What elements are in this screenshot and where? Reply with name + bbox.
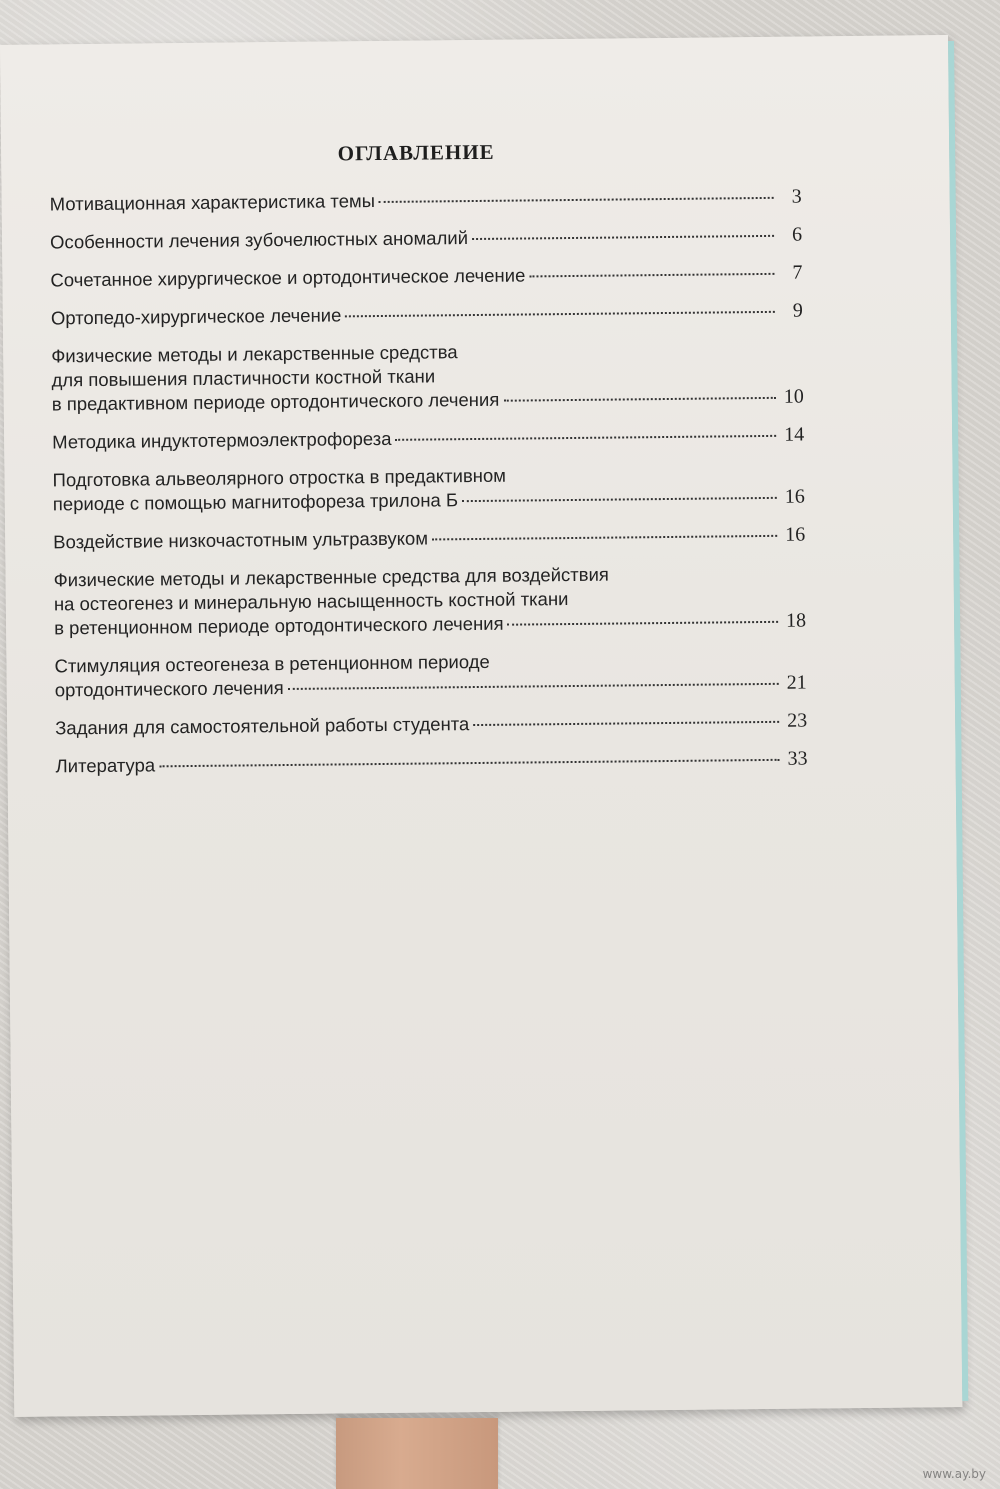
toc-page-number: 14 bbox=[784, 423, 805, 446]
toc-entry-line: периоде с помощью магнитофореза трилона Б bbox=[52, 489, 459, 515]
toc-entry-title: Особенности лечения зубочелюстных аномалий bbox=[49, 227, 469, 253]
toc-entry-line: Физические методы и лекарственные средства bbox=[51, 341, 458, 367]
dot-leader bbox=[462, 497, 777, 502]
toc-entry-title: Ортопедо-хирургическое лечение bbox=[50, 304, 342, 329]
toc-entry-line: в предактивном периоде ортодонтического лечения bbox=[51, 388, 500, 415]
watermark: www.ay.by bbox=[922, 1467, 986, 1481]
table-of-contents bbox=[50, 185, 808, 793]
toc-entry bbox=[53, 523, 805, 555]
dot-leader bbox=[508, 621, 779, 626]
dot-leader bbox=[288, 683, 779, 690]
toc-entry-line: в ретенционном периоде ортодонтического лечения bbox=[54, 612, 504, 639]
toc-entry-title: Мотивационная характеристика темы bbox=[49, 190, 376, 215]
dot-leader bbox=[159, 759, 779, 767]
toc-entry-line: на остеогенез и минеральную насыщенность костной ткани bbox=[53, 588, 569, 615]
toc-entry-line: Физические методы и лекарственные средства для воздействия bbox=[53, 563, 609, 591]
dot-leader bbox=[473, 721, 779, 726]
dot-leader bbox=[379, 197, 774, 203]
toc-page-number: 16 bbox=[785, 523, 806, 546]
toc-page-number: 18 bbox=[785, 609, 807, 632]
toc-page-number: 23 bbox=[787, 709, 808, 732]
toc-page-number: 7 bbox=[792, 261, 803, 284]
toc-page-number: 16 bbox=[784, 485, 805, 508]
dot-leader bbox=[472, 235, 774, 240]
toc-entry-title: Сочетанное хирургическое и ортодонтическое лечение bbox=[50, 264, 526, 291]
toc-page-number: 9 bbox=[792, 299, 803, 322]
toc-entry-title: Литература bbox=[55, 754, 156, 777]
toc-page-number: 21 bbox=[786, 671, 807, 694]
dot-leader bbox=[503, 397, 775, 402]
toc-page-number: 10 bbox=[783, 385, 804, 408]
dot-leader bbox=[345, 311, 775, 317]
toc-entry-title: Воздействие низкочастотным ультразвуком bbox=[53, 527, 429, 553]
toc-entry bbox=[50, 261, 802, 293]
toc-entry bbox=[54, 561, 807, 641]
toc-entry bbox=[50, 185, 802, 217]
document-page bbox=[0, 35, 962, 1417]
toc-entry bbox=[55, 747, 807, 779]
toc-entry bbox=[51, 299, 803, 331]
toc-entry-line: для повышения пластичности костной ткани bbox=[51, 365, 436, 391]
toc-entry-title: Задания для самостоятельной работы студента bbox=[55, 713, 470, 739]
page-title: ОГЛАВЛЕНИЕ bbox=[337, 139, 495, 166]
dot-leader bbox=[396, 435, 777, 441]
toc-entry-line: Стимуляция остеогенеза в ретенционном периоде bbox=[54, 650, 490, 677]
toc-entry bbox=[52, 461, 804, 517]
toc-entry bbox=[50, 223, 802, 255]
toc-page-number: 6 bbox=[791, 223, 803, 246]
dot-leader bbox=[529, 273, 774, 278]
toc-entry-line: Подготовка альвеолярного отростка в предактивном bbox=[52, 464, 507, 491]
toc-page-number: 33 bbox=[787, 747, 808, 770]
wooden-clip bbox=[336, 1418, 498, 1489]
toc-entry bbox=[55, 709, 807, 741]
toc-entry bbox=[51, 337, 804, 417]
toc-entry bbox=[52, 423, 804, 455]
toc-entry bbox=[54, 647, 806, 703]
dot-leader bbox=[432, 535, 777, 541]
toc-entry-line: ортодонтического лечения bbox=[54, 677, 284, 701]
toc-page-number: 3 bbox=[791, 185, 802, 208]
toc-entry-title: Методика индуктотермоэлектрофореза bbox=[52, 427, 392, 453]
